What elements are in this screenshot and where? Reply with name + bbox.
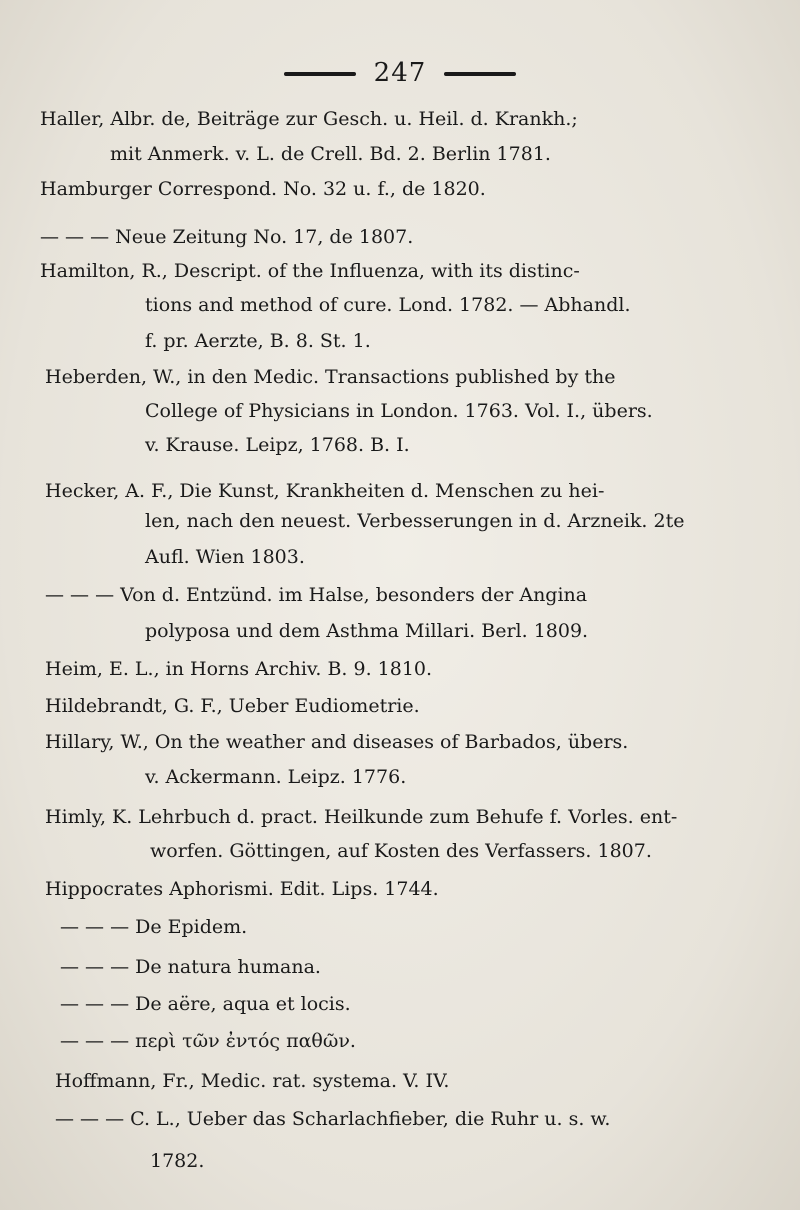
text-line xyxy=(145,548,305,567)
text-line xyxy=(145,332,371,351)
text-line xyxy=(60,918,247,937)
text-line xyxy=(45,808,677,827)
line-text: Heberden, W., in den Medic. Transactions published by the xyxy=(45,366,616,388)
line-text: tions and method of cure. Lond. 1782. — Abhandl. xyxy=(145,294,631,316)
line-text: Aufl. Wien 1803. xyxy=(145,546,305,568)
text-line xyxy=(40,228,413,247)
line-text: — — — C. L., Ueber das Scharlachfieber, die Ruhr u. s. w. xyxy=(55,1108,611,1130)
text-line xyxy=(40,180,486,199)
text-line xyxy=(145,296,630,315)
line-text: — — — De aëre, aqua et locis. xyxy=(60,993,351,1015)
line-text: 1782. xyxy=(150,1150,205,1172)
text-line xyxy=(145,622,588,641)
line-text: Hamilton, R., Descript. of the Influenza, with its distinc- xyxy=(40,260,580,282)
text-line xyxy=(55,1110,610,1129)
line-text: — — — περὶ τῶν ἐντός παθῶν. xyxy=(60,1030,356,1052)
text-line xyxy=(45,733,628,752)
text-line xyxy=(60,995,351,1014)
line-text: — — — De Epidem. xyxy=(60,916,248,938)
line-text: worfen. Göttingen, auf Kosten des Verfassers. 1807. xyxy=(150,840,652,862)
line-text: Hamburger Correspond. No. 32 u. f., de 1820. xyxy=(40,178,486,200)
text-line xyxy=(45,697,420,716)
text-line xyxy=(45,880,439,899)
text-line xyxy=(145,402,653,421)
line-text: Haller, Albr. de, Beiträge zur Gesch. u. Heil. d. Krankh.; xyxy=(40,108,578,130)
line-text: — — — Neue Zeitung No. 17, de 1807. xyxy=(40,226,414,248)
line-text: Hoffmann, Fr., Medic. rat. systema. V. IV. xyxy=(55,1070,450,1092)
text-line xyxy=(145,436,410,455)
line-text: Himly, K. Lehrbuch d. pract. Heilkunde zum Behufe f. Vorles. ent- xyxy=(45,806,678,828)
text-line xyxy=(60,1032,356,1051)
text-line xyxy=(40,110,578,129)
text-line xyxy=(145,768,406,787)
line-text: polyposa und dem Asthma Millari. Berl. 1809. xyxy=(145,620,589,642)
line-text: Hillary, W., On the weather and diseases of Barbados, übers. xyxy=(45,731,629,753)
header-rule-right xyxy=(444,72,516,76)
line-text: v. Ackermann. Leipz. 1776. xyxy=(145,766,407,788)
text-line xyxy=(40,262,580,281)
line-text: — — — Von d. Entzünd. im Halse, besonders der Angina xyxy=(45,584,588,606)
text-line xyxy=(45,482,604,501)
page-header xyxy=(0,58,800,88)
text-line xyxy=(45,586,587,605)
line-text: College of Physicians in London. 1763. Vol. I., übers. xyxy=(145,400,653,422)
line-text: f. pr. Aerzte, B. 8. St. 1. xyxy=(145,330,371,352)
text-line xyxy=(55,1072,449,1091)
line-text: Hippocrates Aphorismi. Edit. Lips. 1744. xyxy=(45,878,439,900)
text-line xyxy=(150,1152,204,1171)
line-text: Hildebrandt, G. F., Ueber Eudiometrie. xyxy=(45,695,420,717)
header-rule-left xyxy=(284,72,356,76)
line-text: Heim, E. L., in Horns Archiv. B. 9. 1810. xyxy=(45,658,433,680)
line-text: mit Anmerk. v. L. de Crell. Bd. 2. Berlin 1781. xyxy=(110,143,551,165)
line-text: — — — De natura humana. xyxy=(60,956,321,978)
text-line xyxy=(110,145,551,164)
text-line xyxy=(150,842,652,861)
text-line xyxy=(45,368,615,387)
text-line xyxy=(45,660,432,679)
line-text: Hecker, A. F., Die Kunst, Krankheiten d. Menschen zu hei- xyxy=(45,480,605,502)
text-line xyxy=(145,512,684,531)
page-number: 247 xyxy=(373,58,427,88)
text-line xyxy=(60,958,321,977)
line-text: len, nach den neuest. Verbesserungen in d. Arzneik. 2te xyxy=(145,510,685,532)
line-text: v. Krause. Leipz, 1768. B. I. xyxy=(145,434,410,456)
